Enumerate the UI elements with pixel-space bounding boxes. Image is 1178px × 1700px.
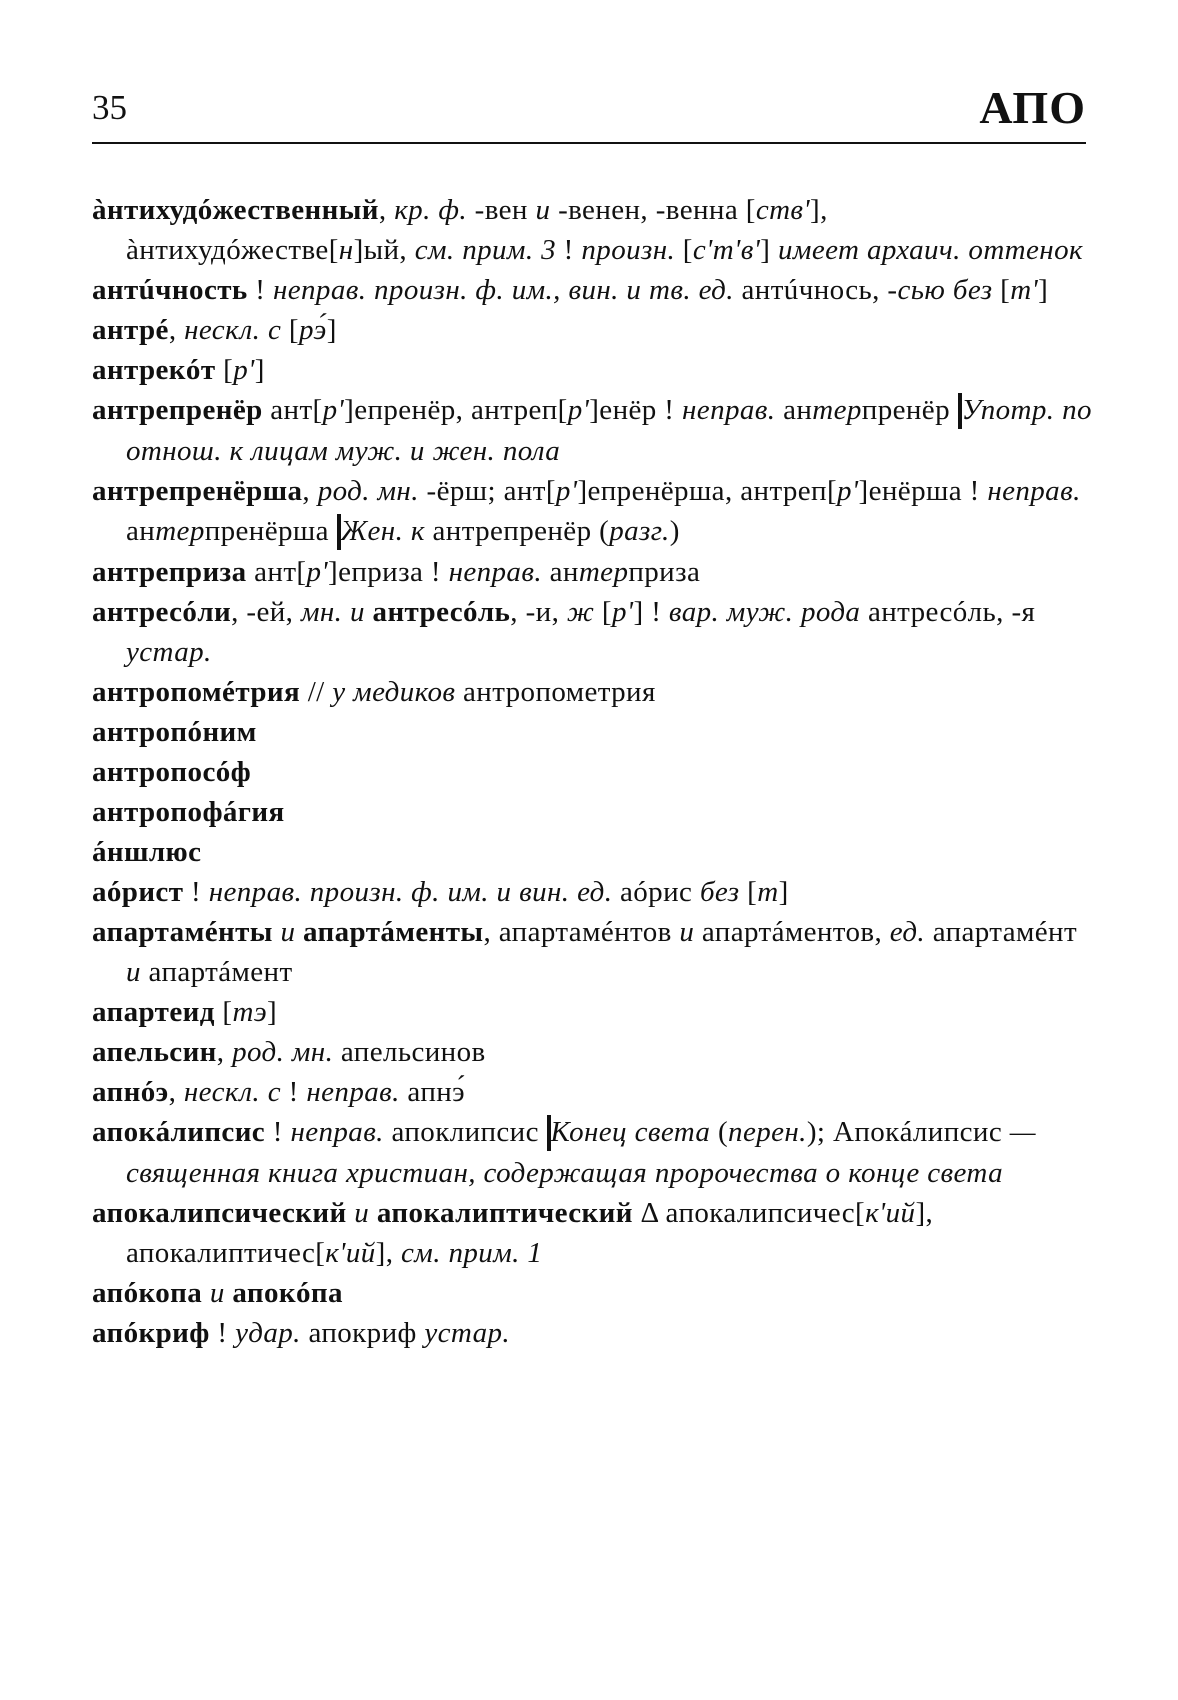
entry-headword: апартамéнты (92, 916, 273, 948)
entry-text: апартáментов, (694, 916, 890, 948)
entry-text: ( (710, 1116, 729, 1148)
entry-text: ]епренёрша, антреп[ (577, 475, 838, 507)
entry-label: — священная книга христиан, содержащая пророчества о конце света (126, 1116, 1036, 1189)
entry-label: и (209, 1277, 225, 1309)
entry-text: [ (992, 274, 1011, 306)
dictionary-entry (92, 190, 1094, 270)
entry-text: апельсинов (333, 1036, 486, 1068)
entry-label: неправ. (306, 1076, 400, 1108)
dictionary-entry (92, 1313, 1094, 1353)
entry-label: см. прим. 3 (414, 234, 557, 266)
entry-label: у медиков (332, 676, 456, 708)
entry-label: Конец света (550, 1116, 711, 1148)
entry-headword: àнтихудóжественный (92, 194, 379, 226)
entry-label: сью без (897, 274, 993, 306)
entry-text: ) (669, 515, 680, 547)
entry-label: н (338, 234, 354, 266)
entry-label: неправ. (987, 475, 1081, 507)
entry-label: и (679, 916, 695, 948)
dictionary-entry (92, 752, 1094, 792)
entry-text: ! (556, 234, 582, 266)
entry-headword: апартеид (92, 996, 215, 1028)
entry-text: [ (739, 876, 758, 908)
entry-text: [ (281, 314, 299, 346)
entry-label: вар. муж. рода (668, 596, 861, 628)
dictionary-entries (92, 190, 1094, 1353)
guide-word: АПО (979, 82, 1086, 133)
entry-text: ] (1038, 274, 1049, 306)
entry-text: ], àнтихудóжестве[ (126, 194, 828, 266)
entry-label: к'ий (325, 1237, 376, 1269)
entry-headword: апельсин (92, 1036, 217, 1068)
entry-text: ан (541, 556, 579, 588)
dictionary-entry (92, 672, 1094, 712)
dictionary-entry (92, 912, 1094, 992)
entry-text: ); Апокáлипсис (806, 1116, 1010, 1148)
entry-variant: апартáменты (303, 916, 484, 948)
entry-headword: антресóли (92, 596, 232, 628)
entry-label: неправ. произн. ф. им. и вин. ед. (208, 876, 613, 908)
entry-text: ] (267, 996, 278, 1028)
entry-text: апартамéнт (925, 916, 1078, 948)
entry-text (369, 1197, 377, 1229)
entry-text: пренёр (861, 394, 958, 426)
dictionary-entry (92, 592, 1094, 672)
entry-label: т' (1010, 274, 1039, 306)
entry-headword: антропомéтрия (92, 676, 301, 708)
entry-text: ]епренёр, антреп[ (344, 394, 568, 426)
entry-text: ]ый, (353, 234, 415, 266)
entry-label: устар. (424, 1317, 511, 1349)
entry-headword: антропофáгия (92, 796, 285, 828)
entry-headword: антрепренёрша (92, 475, 303, 507)
entry-label: Жен. к (340, 515, 425, 547)
entry-text: ] (760, 234, 779, 266)
dictionary-entry (92, 1273, 1094, 1313)
entry-label: неправ. (448, 556, 542, 588)
entry-text: ]енёрша ! (858, 475, 988, 507)
entry-label: к'ий (865, 1197, 916, 1229)
entry-text: апнэ́ (399, 1076, 466, 1108)
entry-label: произн. (581, 234, 676, 266)
entry-label: нескл. с (184, 314, 282, 346)
entry-label: неправ. произн. ф. им., вин. и тв. ед. (272, 274, 734, 306)
entry-headword: апнóэ (92, 1076, 169, 1108)
entry-text: , (168, 1076, 184, 1108)
entry-label: с'т'в' (692, 234, 761, 266)
entry-label: тэ (232, 996, 268, 1028)
entry-text: , (216, 1036, 233, 1068)
entry-label: р' (611, 596, 634, 628)
entry-text: апокриф (300, 1317, 425, 1349)
dictionary-entry (92, 471, 1094, 552)
entry-text: ! (265, 1116, 291, 1148)
page-number: 35 (92, 88, 127, 127)
entry-text: ], (375, 1237, 402, 1269)
entry-text: [ (215, 354, 234, 386)
entry-headword: антрекóт (92, 354, 216, 386)
entry-variant: апокалиптический (376, 1197, 633, 1229)
dictionary-entry (92, 712, 1094, 752)
entry-text: -венен, -венна [ (550, 194, 756, 226)
entry-label: имеет архаич. оттенок (778, 234, 1083, 266)
entry-text: ] (778, 876, 789, 908)
entry-label: Употр. по отнош. к лицам муж. и жен. пола (126, 394, 1092, 467)
entry-label: и (280, 916, 296, 948)
entry-text: [ (594, 596, 612, 628)
entry-headword: апóкопа (92, 1277, 203, 1309)
entry-text: ]еприза ! (328, 556, 449, 588)
entry-label: неправ. (682, 394, 776, 426)
entry-text: , (302, 475, 318, 507)
entry-text: антресóль, -я (860, 596, 1036, 628)
entry-text: // (300, 676, 333, 708)
dictionary-entry (92, 390, 1094, 471)
dictionary-entry (92, 792, 1094, 832)
entry-text: приза (628, 556, 701, 588)
entry-label: неправ. (290, 1116, 384, 1148)
entry-label: тер (812, 394, 862, 426)
entry-text (365, 596, 373, 628)
entry-text: ] ! (633, 596, 669, 628)
entry-label: кр. ф. (394, 194, 468, 226)
entry-text: ! (209, 1317, 236, 1349)
entry-text: , (168, 314, 185, 346)
entry-text: антропометрия (455, 676, 656, 708)
dictionary-entry (92, 832, 1094, 872)
entry-label: р' (555, 475, 578, 507)
dictionary-entry (92, 350, 1094, 390)
entry-headword: антропóним (92, 716, 257, 748)
entry-label: т (757, 876, 779, 908)
entry-variant: апокóпа (232, 1277, 343, 1309)
entry-label: р' (322, 394, 345, 426)
entry-text: ] (326, 314, 337, 346)
dictionary-entry (92, 552, 1094, 592)
entry-label: см. прим. 1 (401, 1237, 543, 1269)
entry-text: ан (126, 515, 156, 547)
entry-headword: антреприза (92, 556, 247, 588)
entry-text: , -ей, (231, 596, 301, 628)
entry-variant: антресóль (372, 596, 511, 628)
entry-text (202, 1277, 210, 1309)
entry-label: р' (837, 475, 859, 507)
entry-text: , апартамéнтов (483, 916, 680, 948)
entry-text: ! (247, 274, 273, 306)
dictionary-entry (92, 1112, 1094, 1193)
entry-label: и (535, 194, 551, 226)
dictionary-entry (92, 310, 1094, 350)
entry-text: ант[ (262, 394, 323, 426)
dictionary-entry (92, 1032, 1094, 1072)
entry-label: устар. (126, 636, 212, 668)
entry-label: и (354, 1197, 370, 1229)
entry-text: апоклипсис (383, 1116, 547, 1148)
entry-text: антрепренёр ( (424, 515, 610, 547)
entry-label: род. мн. (232, 1036, 334, 1068)
entry-text: антúчнось, - (733, 274, 898, 306)
entry-label: рэ́ (298, 314, 327, 346)
entry-label: ж (566, 596, 595, 628)
entry-text: [ (675, 234, 693, 266)
dictionary-entry (92, 1193, 1094, 1273)
entry-label: разг. (609, 515, 670, 547)
entry-text: ]енёр ! (589, 394, 683, 426)
entry-text: , (378, 194, 395, 226)
entry-headword: антрé (92, 314, 169, 346)
entry-label: мн. и (300, 596, 365, 628)
entry-text: -вен (467, 194, 536, 226)
entry-label: род. мн. (317, 475, 419, 507)
entry-headword: апокáлипсис (92, 1116, 266, 1148)
entry-text: ] (254, 354, 265, 386)
entry-text: , -и, (510, 596, 567, 628)
entry-text: [ (214, 996, 233, 1028)
entry-text: -ёрш; ант[ (418, 475, 556, 507)
entry-label: перен. (728, 1116, 807, 1148)
entry-label: тер (155, 515, 205, 547)
entry-headword: антропосóф (92, 756, 252, 788)
dictionary-entry (92, 992, 1094, 1032)
entry-label: тер (578, 556, 629, 588)
entry-label: р' (567, 394, 590, 426)
entry-label: ств' (755, 194, 811, 226)
dictionary-entry (92, 1072, 1094, 1112)
entry-text: ! (183, 876, 209, 908)
entry-text: ], апокалиптичес[ (126, 1197, 934, 1269)
entry-headword: апокалипсический (92, 1197, 347, 1229)
dictionary-entry (92, 270, 1094, 310)
dictionary-entry (92, 872, 1094, 912)
entry-text: пренёрша (204, 515, 337, 547)
entry-label: удар. (235, 1317, 301, 1349)
entry-label: р' (306, 556, 329, 588)
entry-label: р' (233, 354, 255, 386)
entry-label: без (699, 876, 740, 908)
entry-headword: антúчность (92, 274, 248, 306)
entry-text: аóрис (612, 876, 700, 908)
entry-label: нескл. с (183, 1076, 282, 1108)
entry-text: ант[ (246, 556, 307, 588)
entry-text: ан (775, 394, 813, 426)
entry-text: апартáмент (140, 956, 293, 988)
entry-headword: апóкриф (92, 1317, 210, 1349)
entry-text: ! (281, 1076, 307, 1108)
entry-text: Δ апокалипсичес[ (632, 1197, 866, 1229)
entry-label: ед. (889, 916, 926, 948)
entry-headword: аóрист (92, 876, 184, 908)
entry-headword: антрепренёр (92, 394, 263, 426)
page-header (92, 76, 1086, 144)
entry-headword: áншлюс (92, 836, 202, 868)
entry-label: и (126, 956, 141, 988)
entry-text (295, 916, 303, 948)
